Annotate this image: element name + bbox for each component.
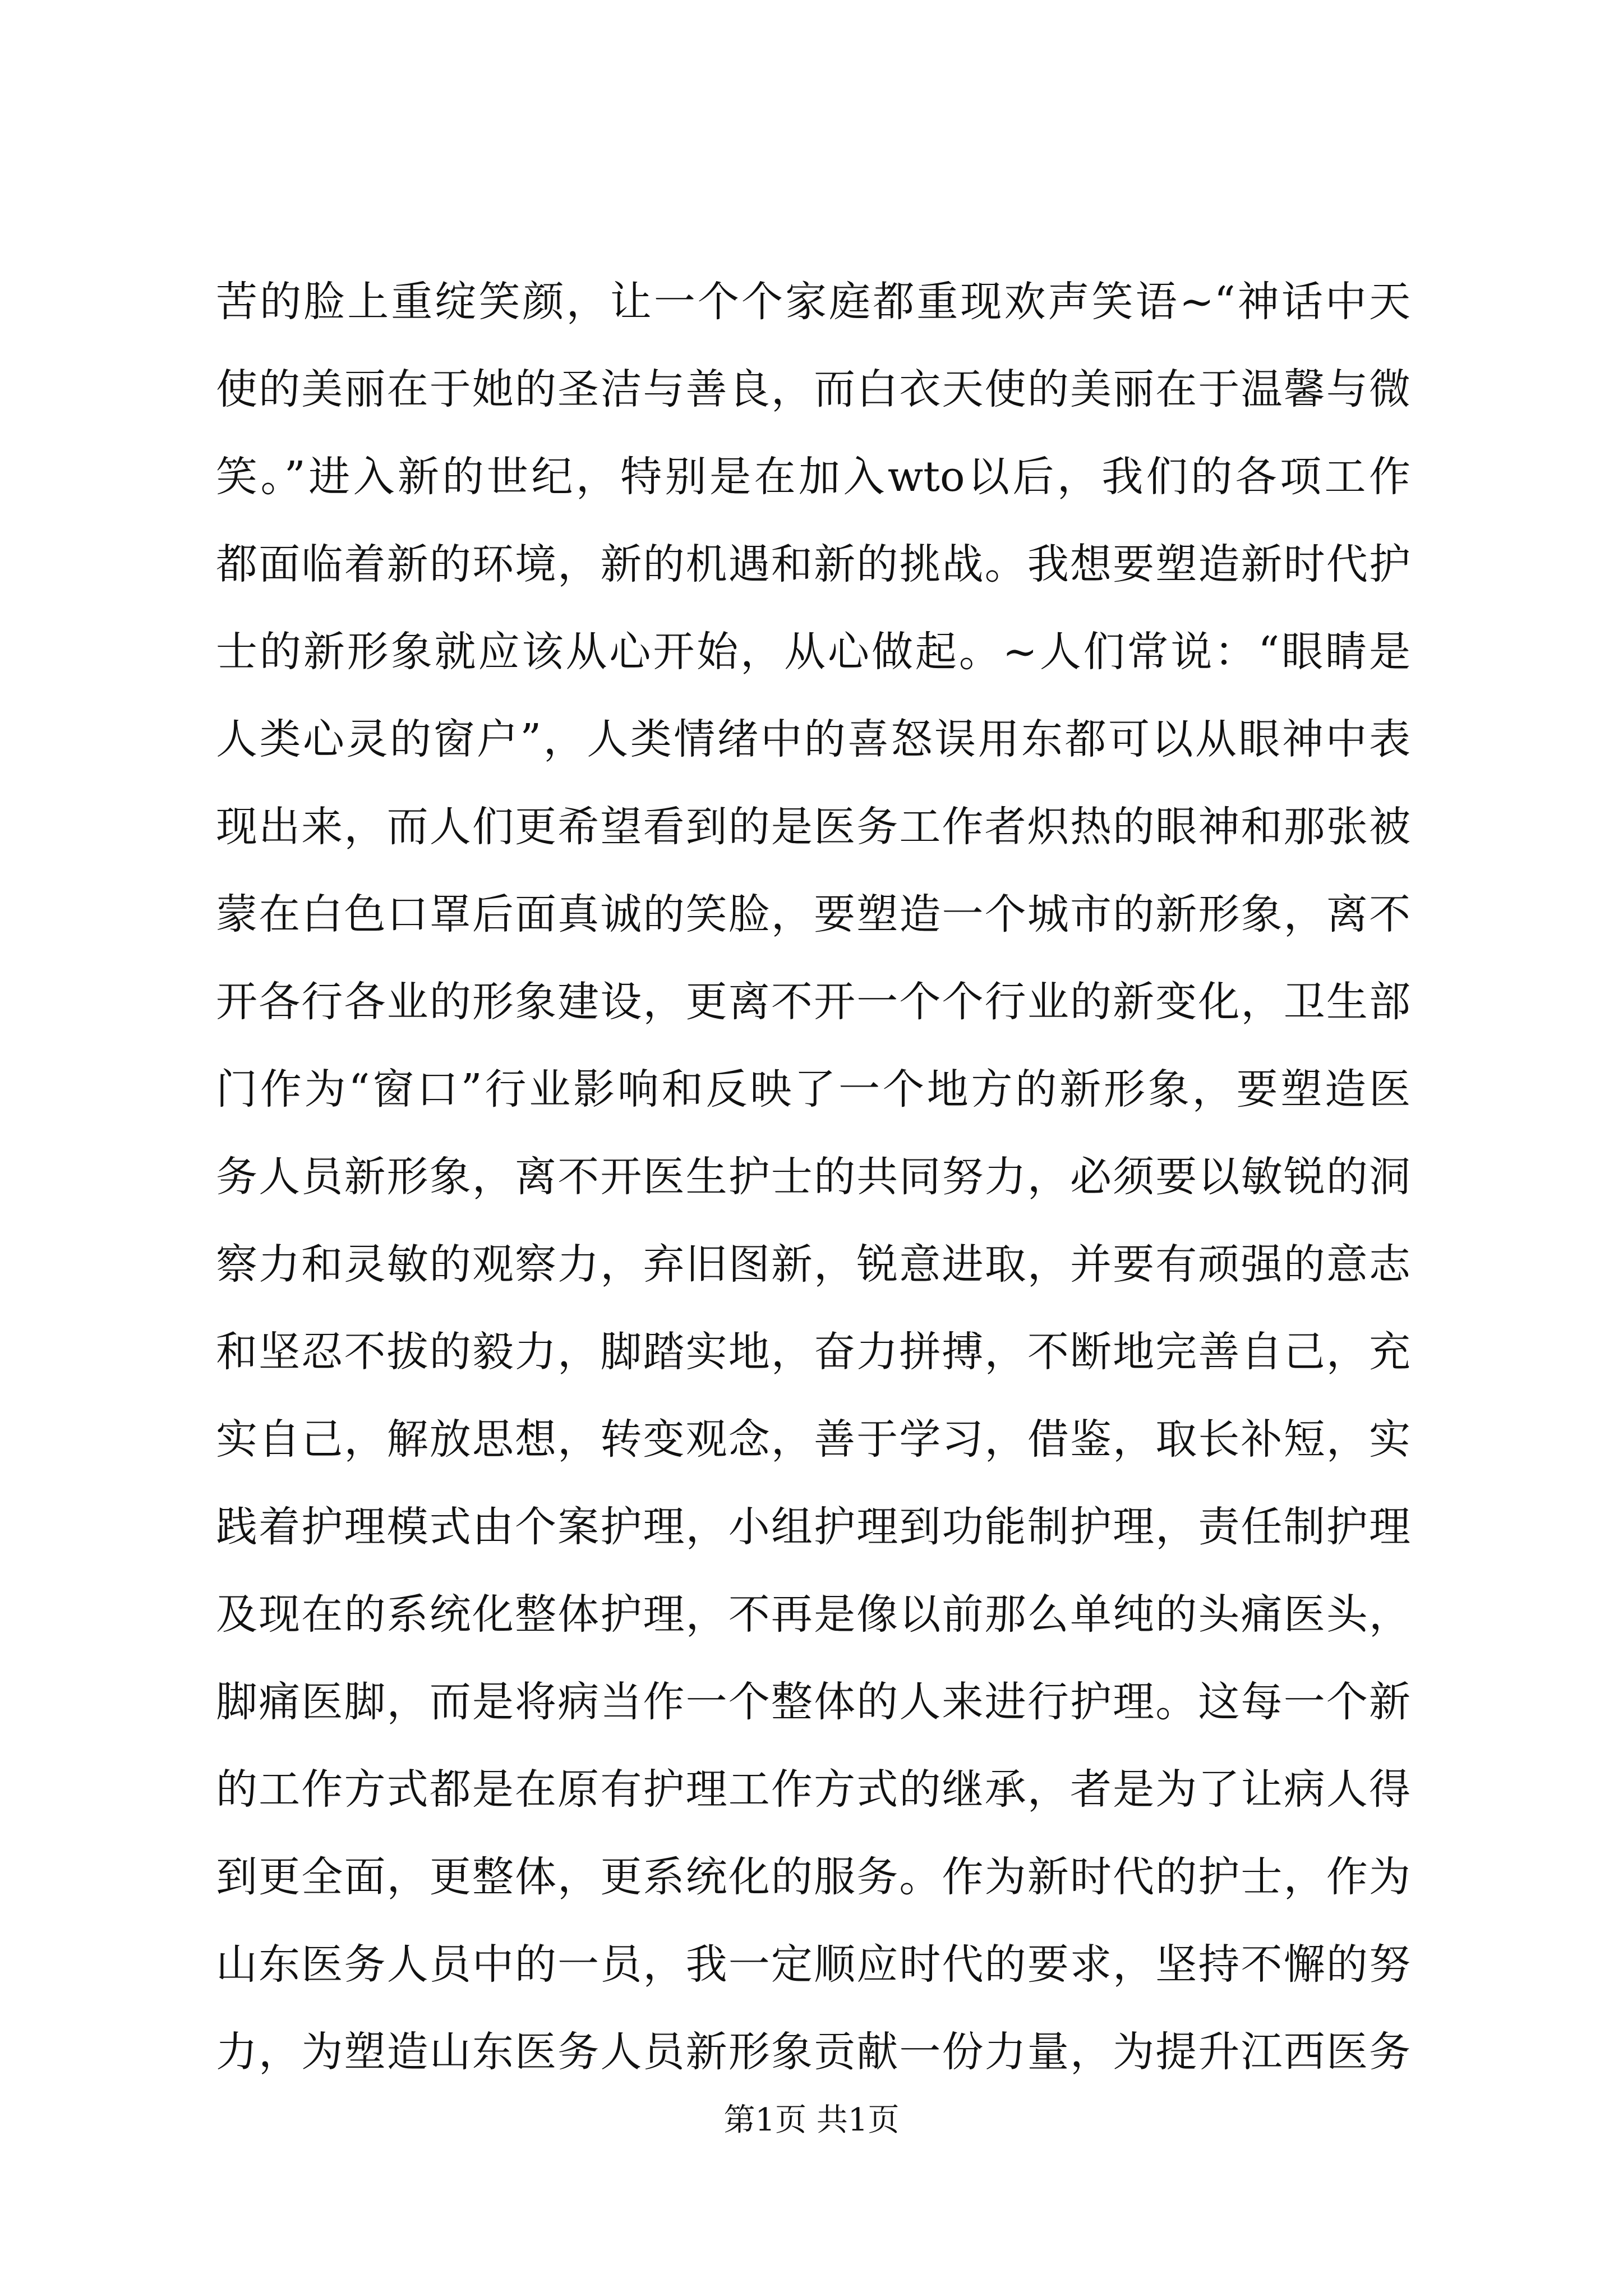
- text-line: 务人员新形象，离不开医生护士的共同努力，必须要以敏锐的洞: [216, 1153, 1410, 1201]
- text-line: 现出来，而人们更希望看到的是医务工作者炽热的眼神和那张被: [216, 803, 1410, 851]
- text-line: 人类心灵的窗户”，人类情绪中的喜怒误用东都可以从眼神中表: [216, 715, 1410, 763]
- text-line: 及现在的系统化整体护理，不再是像以前那么单纯的头痛医头，: [216, 1590, 1410, 1639]
- text-line: 和坚忍不拔的毅力，脚踏实地，奋力拼搏，不断地完善自己，充: [216, 1328, 1410, 1376]
- text-line: 力，为塑造山东医务人员新形象贡献一份力量，为提升江西医务: [216, 2028, 1410, 2076]
- text-line: 践着护理模式由个案护理，小组护理到功能制护理，责任制护理: [216, 1503, 1410, 1551]
- text-line: 山东医务人员中的一员，我一定顺应时代的要求，坚持不懈的努: [216, 1940, 1410, 1989]
- text-line: 蒙在白色口罩后面真诚的笑脸，要塑造一个城市的新形象，离不: [216, 890, 1410, 938]
- body-text: [216, 258, 1410, 2096]
- text-line: 脚痛医脚，而是将病当作一个整体的人来进行护理。这每一个新: [216, 1678, 1410, 1726]
- text-line: 实自己，解放思想，转变观念，善于学习，借鉴，取长补短，实: [216, 1415, 1410, 1464]
- text-line: 开各行各业的形象建设，更离不开一个个行业的新变化，卫生部: [216, 978, 1410, 1026]
- text-line: 苦的脸上重绽笑颜，让一个个家庭都重现欢声笑语~“神话中天: [216, 278, 1410, 326]
- page-number: 第1页 共1页: [723, 2102, 900, 2138]
- text-line: 到更全面，更整体，更系统化的服务。作为新时代的护士，作为: [216, 1853, 1410, 1901]
- text-line: 都面临着新的环境，新的机遇和新的挑战。我想要塑造新时代护: [216, 540, 1410, 588]
- text-line: 察力和灵敏的观察力，弃旧图新，锐意进取，并要有顽强的意志: [216, 1240, 1410, 1289]
- text-line: 的工作方式都是在原有护理工作方式的继承，者是为了让病人得: [216, 1765, 1410, 1814]
- text-line: 笑。”进入新的世纪，特别是在加入wto以后，我们的各项工作: [216, 453, 1410, 501]
- text-line: 士的新形象就应该从心开始，从心做起。~人们常说：“眼睛是: [216, 628, 1410, 676]
- page-footer: [0, 2098, 1623, 2143]
- text-line: 使的美丽在于她的圣洁与善良，而白衣天使的美丽在于温馨与微: [216, 365, 1410, 413]
- text-line: 门作为“窗口”行业影响和反映了一个地方的新形象，要塑造医: [216, 1065, 1410, 1114]
